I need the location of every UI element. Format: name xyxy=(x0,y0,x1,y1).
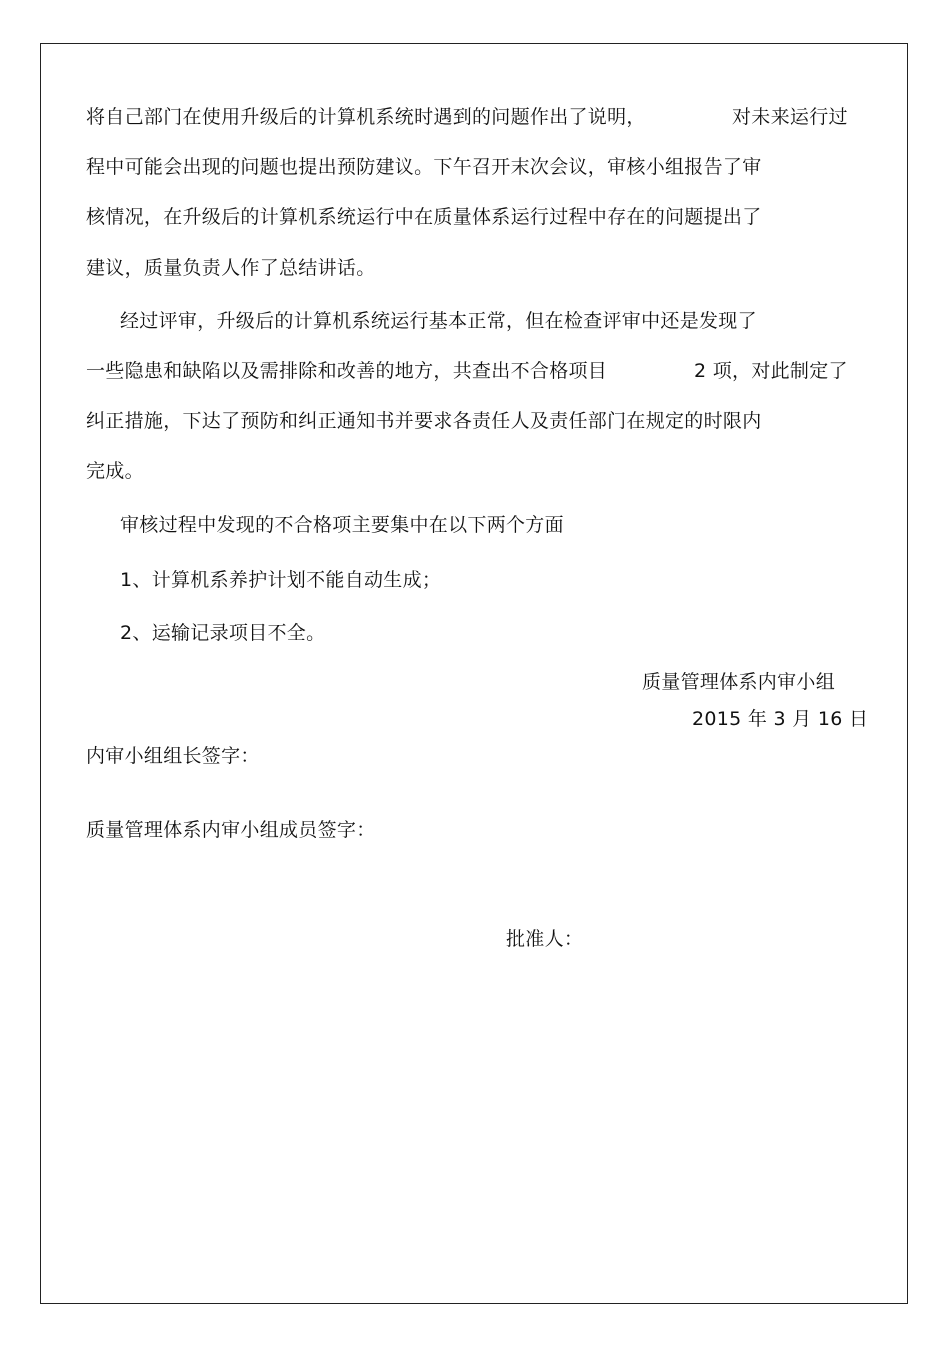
paragraph1-line3: 核情况，在升级后的计算机系统运行中在质量体系运行过程中存在的问题提出了 xyxy=(86,206,762,228)
findings-intro: 审核过程中发现的不合格项主要集中在以下两个方面 xyxy=(120,514,564,536)
paragraph1-line1a: 将自己部门在使用升级后的计算机系统时遇到的问题作出了说明， xyxy=(86,106,646,128)
paragraph1-line4: 建议，质量负责人作了总结讲话。 xyxy=(86,257,376,279)
paragraph1-line2: 程中可能会出现的问题也提出预防建议。下午召开末次会议，审核小组报告了审 xyxy=(86,156,762,178)
finding-item-2: 2、运输记录项目不全。 xyxy=(120,622,326,644)
approver-label: 批准人： xyxy=(506,928,584,950)
paragraph2-line2a: 一些隐患和缺陷以及需排除和改善的地方，共查出不合格项目 xyxy=(86,360,608,382)
issue-date: 2015 年 3 月 16 日 xyxy=(692,708,869,730)
issuer-name: 质量管理体系内审小组 xyxy=(642,671,836,693)
paragraph2-line3: 纠正措施，下达了预防和纠正通知书并要求各责任人及责任部门在规定的时限内 xyxy=(86,410,762,432)
paragraph2-line4: 完成。 xyxy=(86,460,144,482)
finding-item-1: 1、计算机系养护计划不能自动生成； xyxy=(120,569,442,591)
members-signature-label: 质量管理体系内审小组成员签字： xyxy=(86,819,376,841)
leader-signature-label: 内审小组组长签字： xyxy=(86,745,260,767)
paragraph2-line2b: 2 项，对此制定了 xyxy=(694,360,848,382)
paragraph1-line1b: 对未来运行过 xyxy=(732,106,848,128)
paragraph2-line1: 经过评审，升级后的计算机系统运行基本正常，但在检查评审中还是发现了 xyxy=(120,310,757,332)
